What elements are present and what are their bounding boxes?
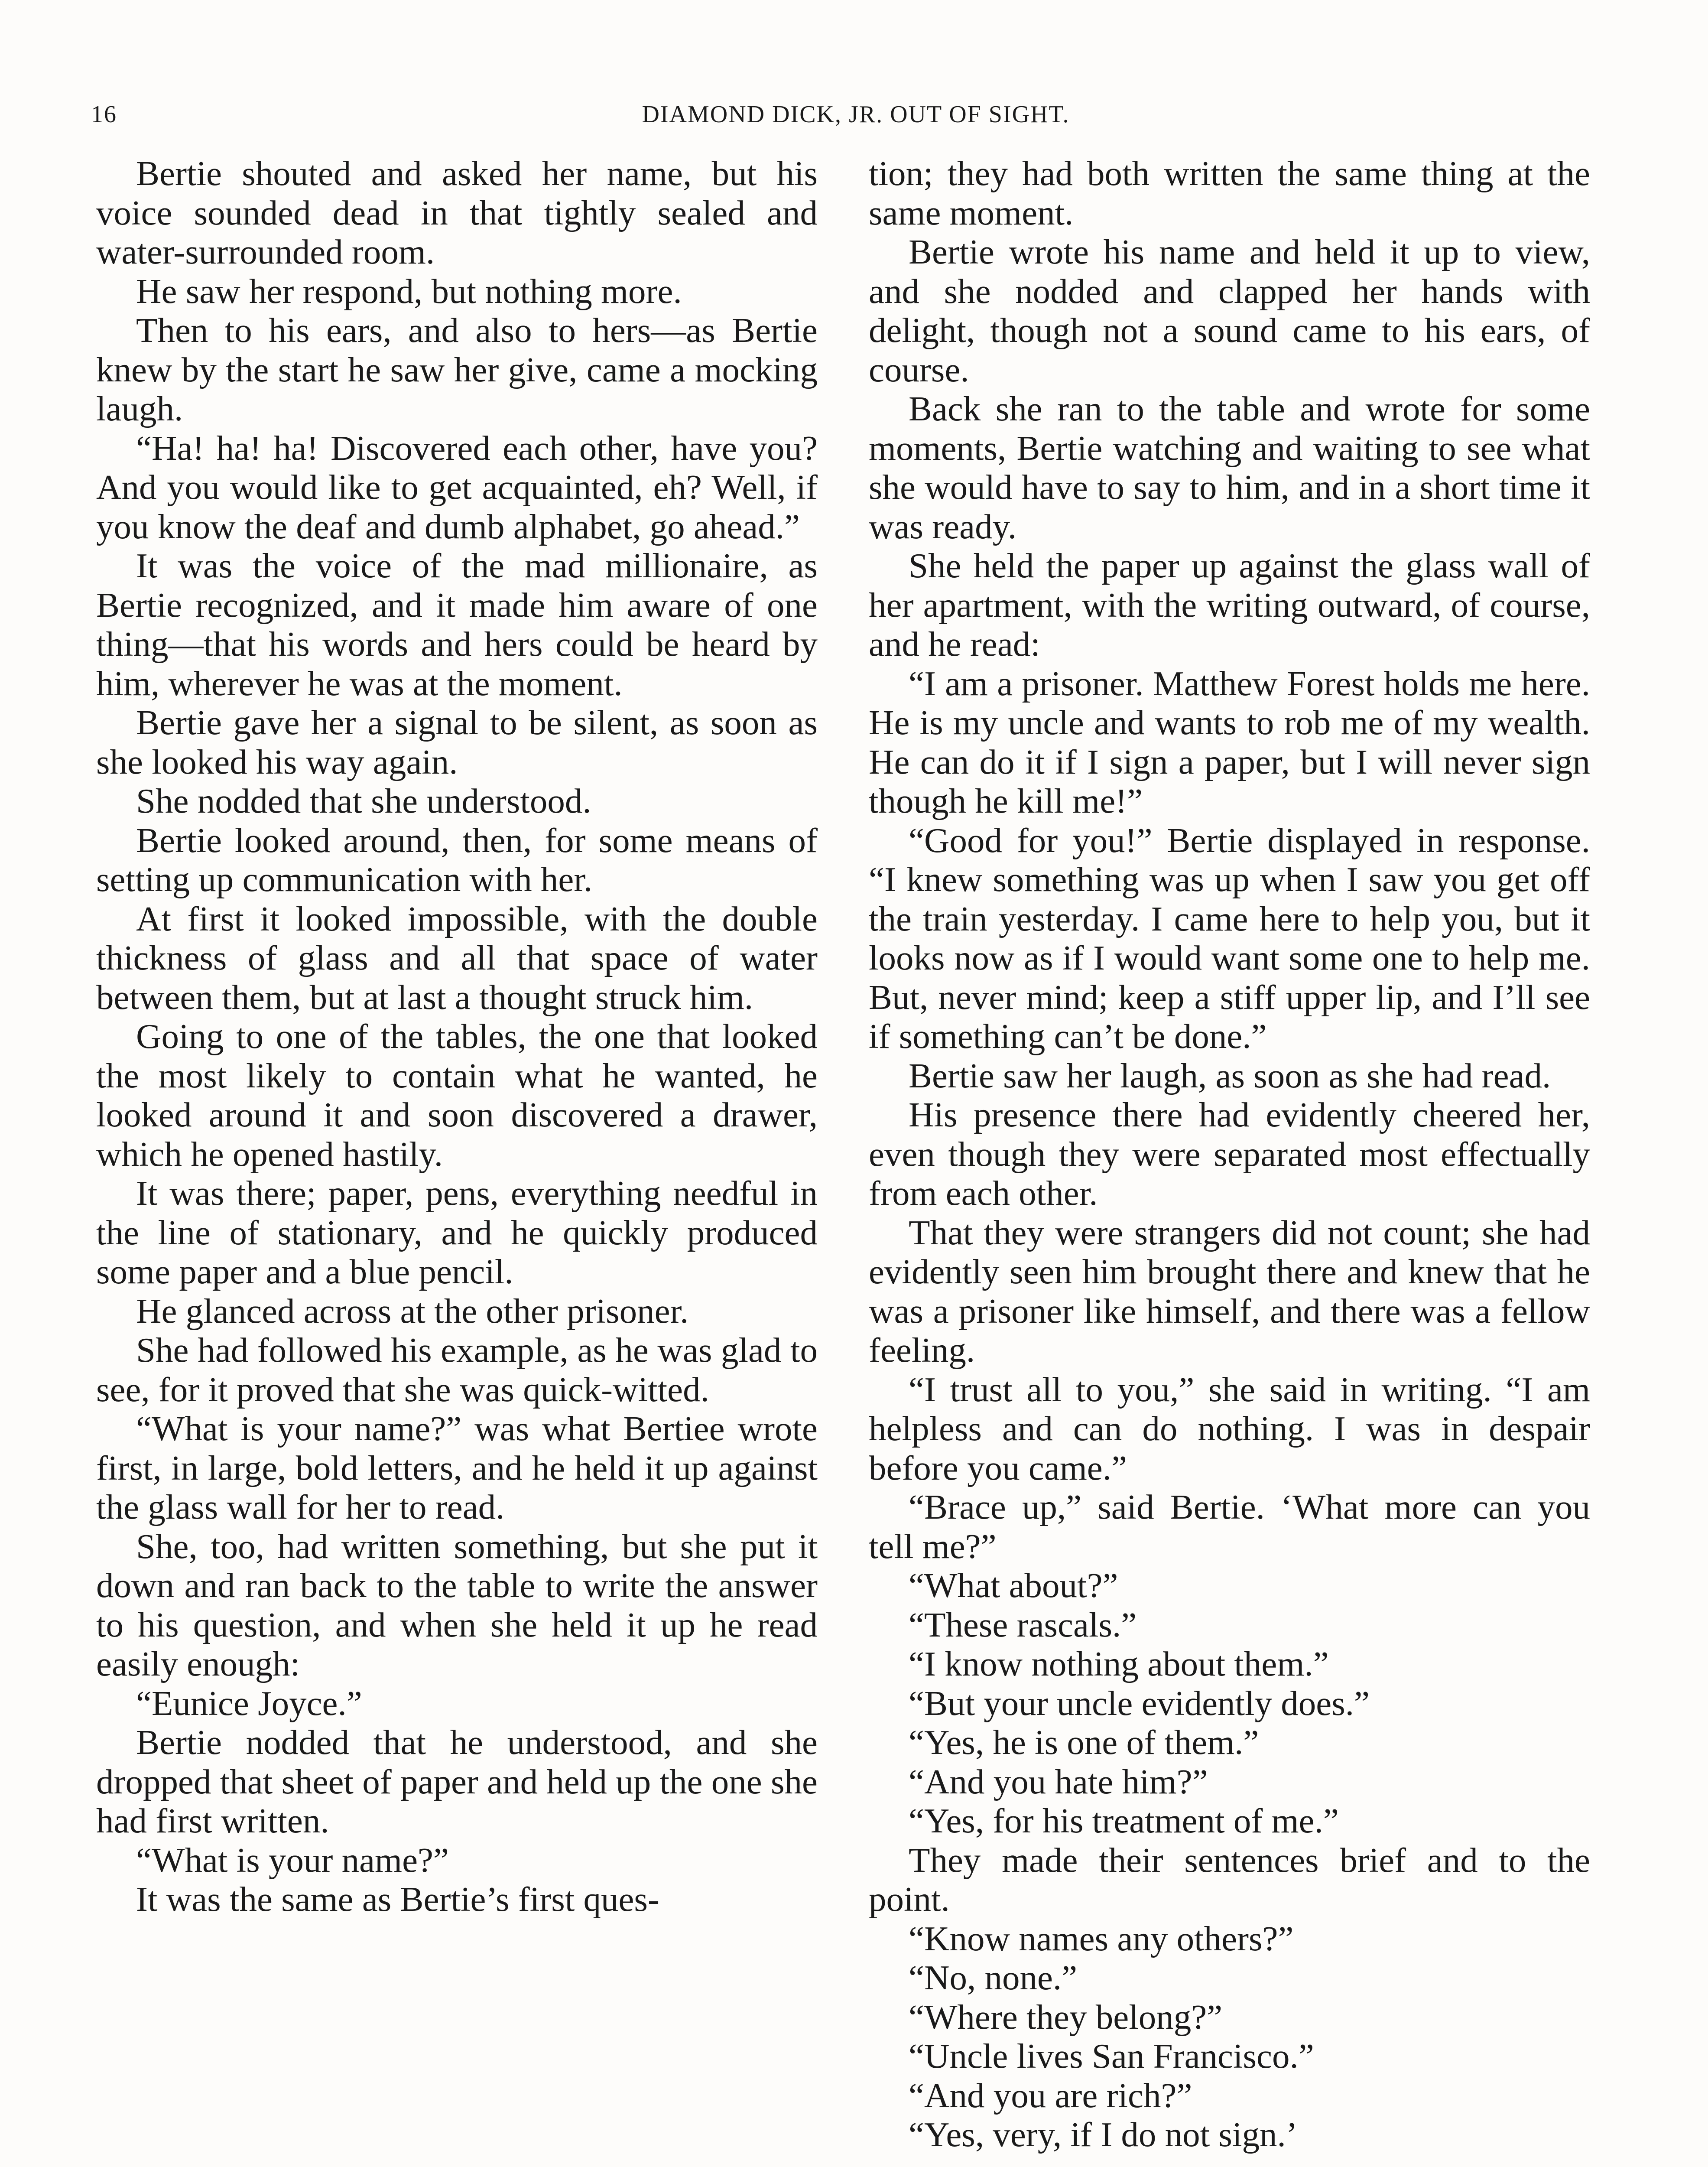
paragraph: “But your uncle evidently does.” [909, 1683, 1370, 1723]
paragraph: “I know nothing about them.” [909, 1644, 1329, 1683]
paragraph: “Where they belong?” [909, 1997, 1223, 2037]
paragraph: “I am a prisoner. Matthew Forest holds me here. He is my uncle and wants to rob me of my wealth. He can do it if I sign a paper, but I will never sign though he kill me!” [869, 664, 1590, 820]
paragraph: “I trust all to you,” she said in writing. “I am helpless and can do nothing. I was in despair before you came.” [869, 1370, 1590, 1487]
paragraph: She nodded that she understood. [136, 781, 591, 820]
paragraph: “What is your name?” [136, 1840, 449, 1880]
paragraph: He saw her respond, but nothing more. [136, 271, 682, 311]
paragraph: tion; they had both written the same thing at the same moment. [869, 154, 1590, 232]
paragraph: Then to his ears, and also to hers—as Bertie knew by the start he saw her give, came a mocking laugh. [96, 311, 818, 428]
paragraph: Bertie gave her a signal to be silent, as soon as she looked his way again. [96, 703, 818, 781]
paragraph: “Good for you!” Bertie displayed in response. “I knew something was up when I saw you get off the train yesterday. I came here to help you, but it looks now as if I would want some one to help me. But, never mind; keep a stiff upper lip, and I’ll see if something can’t be done.” [869, 820, 1590, 1056]
paragraph: It was the same as Bertie’s first ques- [136, 1880, 659, 1919]
paragraph: “These rascals.” [909, 1605, 1137, 1644]
paragraph: Bertie saw her laugh, as soon as she had read. [909, 1056, 1551, 1095]
paragraph: At first it looked impossible, with the double thickness of glass and all that space of water between them, but at last a thought struck him. [96, 899, 818, 1017]
paragraph: “And you hate him?” [909, 1762, 1208, 1801]
page-number: 16 [91, 101, 117, 128]
running-title: DIAMOND DICK, JR. OUT OF SIGHT. [642, 101, 1070, 128]
paragraph: It was there; paper, pens, everything needful in the line of stationary, and he quickly produced some paper and a blue pencil. [96, 1174, 818, 1291]
left-column [96, 154, 818, 1919]
paragraph: She, too, had written something, but she put it down and ran back to the table to write the answer to his question, and when she held it up he read easily enough: [96, 1526, 818, 1683]
paragraph: “Yes, he is one of them.” [909, 1723, 1259, 1762]
paragraph: “Ha! ha! ha! Discovered each other, have you? And you would like to get acquainted, eh? Well, if you know the deaf and dumb alphabet, go ahead.” [96, 428, 818, 546]
paragraph: “Yes, for his treatment of me.” [909, 1801, 1339, 1840]
paragraph: “Brace up,” said Bertie. ‘What more can you tell me?” [869, 1487, 1590, 1566]
paragraph: His presence there had evidently cheered her, even though they were separated most effectually from each other. [869, 1095, 1590, 1213]
paragraph: “Know names any others?” [909, 1919, 1294, 1958]
paragraph: “What about?” [909, 1566, 1118, 1605]
paragraph: It was the voice of the mad millionaire, as Bertie recognized, and it made him aware of one thing—that his words and hers could be heard by him, wherever he was at the moment. [96, 546, 818, 703]
paragraph: Bertie looked around, then, for some means of setting up communication with her. [96, 820, 818, 899]
paragraph: “Eunice Joyce.” [136, 1683, 362, 1723]
right-column [869, 154, 1590, 2154]
paragraph: Bertie wrote his name and held it up to view, and she nodded and clapped her hands with delight, though not a sound came to his ears, of course. [869, 232, 1590, 389]
paragraph: “Yes, very, if I do not sign.’ [909, 2115, 1298, 2154]
page-header [91, 101, 1620, 140]
paragraph: She had followed his example, as he was glad to see, for it proved that she was quick-witted. [96, 1331, 818, 1409]
paragraph: Bertie shouted and asked her name, but his voice sounded dead in that tightly sealed and water-surrounded room. [96, 154, 818, 271]
paragraph: Back she ran to the table and wrote for some moments, Bertie watching and waiting to see what she would have to say to him, and in a short time it was ready. [869, 389, 1590, 546]
paragraph: “No, none.” [909, 1958, 1078, 1997]
paragraph: They made their sentences brief and to the point. [869, 1840, 1590, 1919]
paragraph: “And you are rich?” [909, 2076, 1192, 2115]
paragraph: Going to one of the tables, the one that looked the most likely to contain what he wanted, he looked around it and soon discovered a drawer, which he opened hastily. [96, 1017, 818, 1174]
paragraph: “What is your name?” was what Bertiee wrote first, in large, bold letters, and he held it up against the glass wall for her to read. [96, 1409, 818, 1526]
paragraph: He glanced across at the other prisoner. [136, 1291, 689, 1331]
paragraph: She held the paper up against the glass wall of her apartment, with the writing outward, of course, and he read: [869, 546, 1590, 664]
paragraph: Bertie nodded that he understood, and she dropped that sheet of paper and held up the one she had first written. [96, 1723, 818, 1840]
paragraph: “Uncle lives San Francisco.” [909, 2037, 1314, 2076]
paragraph: That they were strangers did not count; she had evidently seen him brought there and knew that he was a prisoner like himself, and there was a fellow feeling. [869, 1213, 1590, 1370]
